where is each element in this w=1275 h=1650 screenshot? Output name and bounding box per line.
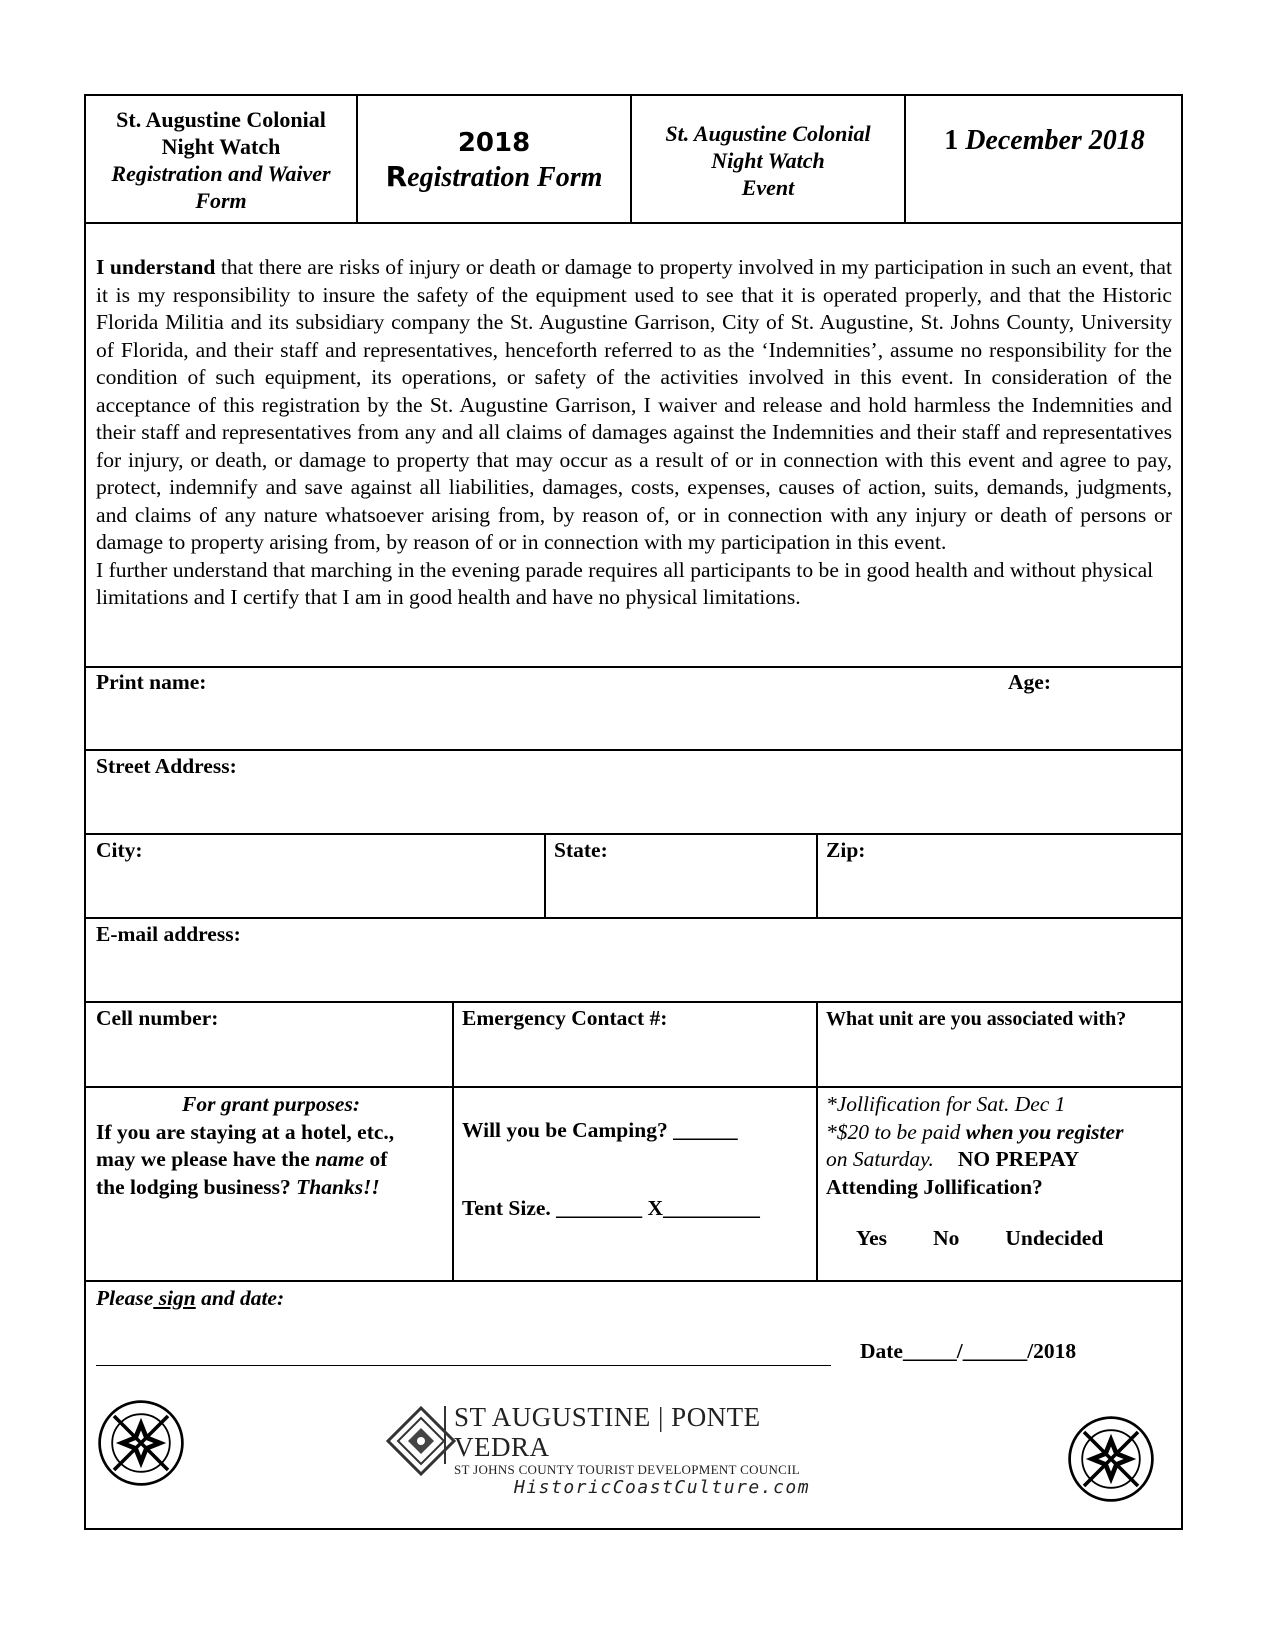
header-title-line2: Night Watch bbox=[161, 134, 281, 159]
logo-url: HistoricCoastCulture.com bbox=[514, 1477, 811, 1498]
jollification-line: *$20 to be paid when you register bbox=[826, 1119, 1124, 1144]
date-field[interactable]: Date_____/______/2018 bbox=[860, 1339, 1077, 1363]
option-undecided[interactable]: Undecided bbox=[1005, 1226, 1104, 1250]
state-label: State: bbox=[554, 838, 608, 862]
signature-line[interactable] bbox=[96, 1339, 831, 1366]
garrison-emblem-left bbox=[96, 1398, 186, 1488]
grant-line: may we please have the name of bbox=[96, 1147, 388, 1171]
tourist-council-logo bbox=[454, 1402, 854, 1499]
grant-line: If you are staying at a hotel, etc., bbox=[96, 1119, 395, 1144]
divider bbox=[816, 1001, 818, 1282]
zip-label: Zip: bbox=[826, 838, 866, 862]
header-title-line1: St. Augustine Colonial bbox=[116, 107, 326, 132]
jollification-line: *Jollification for Sat. Dec 1 bbox=[826, 1092, 1066, 1116]
header-title-line3: Registration and Waiver bbox=[111, 161, 331, 186]
jollification-options bbox=[826, 1225, 1176, 1253]
divider bbox=[816, 833, 818, 917]
registration-form bbox=[84, 94, 1183, 1530]
rule bbox=[86, 833, 1181, 835]
waiver-text bbox=[96, 254, 1172, 612]
waiver-paragraph: I understand that there are risks of injury or death or damage to property involved in my participation in such an event, that it is my responsibility to insure the safety of the equipment used to see that it is operated properly, and that the Historic Florida Militia and its subsidiary company the St. Augustine Garrison, City of St. Augustine, St. Johns County, University of Florida, and their staff and representatives, henceforth referred to as the ‘Indemnities’, assume no responsibility for the condition of such equipment, its operations, or safety of the activities involved in this event. In consideration of the acceptance of this registration by the St. Augustine Garrison, I waiver and release and hold harmless the Indemnities and their staff and representatives from any and all claims of damages against the Indemnities and their staff and representatives for injury, or death, or damage to property that may occur as a result of or in connection with this event and agree to pay, protect, indemnify and save against all liabilities, damages, costs, expenses, causes of action, suits, demands, judgments, and claims of any nature whatsoever arising from, by reason of, or in connection with any injury or death of persons or damage to property arising from, by reason of or in connection with my participation in this event. bbox=[96, 255, 1172, 554]
city-label: City: bbox=[96, 838, 143, 862]
rule bbox=[86, 666, 1181, 668]
grant-line: the lodging business? Thanks!! bbox=[96, 1174, 380, 1199]
option-yes[interactable]: Yes bbox=[856, 1226, 888, 1250]
garrison-emblem-right bbox=[1066, 1414, 1156, 1504]
rule bbox=[86, 1280, 1181, 1282]
jollification-block bbox=[826, 1091, 1176, 1253]
emergency-contact-label: Emergency Contact #: bbox=[462, 1006, 668, 1030]
sign-and-date-label: Please sign and date: bbox=[96, 1286, 285, 1310]
print-name-label: Print name: bbox=[96, 670, 207, 694]
cell-number-label: Cell number: bbox=[96, 1006, 219, 1030]
header-cell-date bbox=[906, 96, 1183, 224]
header-event-date: 1 December 2018 bbox=[944, 125, 1145, 156]
header-event-line2: Night Watch bbox=[711, 147, 825, 173]
header-cell-year bbox=[358, 96, 630, 224]
header-bottom-rule bbox=[86, 222, 1181, 224]
logo-divider bbox=[444, 1406, 446, 1464]
divider bbox=[452, 1001, 454, 1282]
jollification-line: on Saturday. NO PREPAY bbox=[826, 1147, 1080, 1171]
jollification-question: Attending Jollification? bbox=[826, 1174, 1043, 1199]
header-event-line3: Event bbox=[741, 174, 795, 200]
tent-size-field: Tent Size. ________ X_________ bbox=[462, 1196, 760, 1220]
divider bbox=[544, 833, 546, 917]
rule bbox=[86, 917, 1181, 919]
header-year: 2018 bbox=[457, 127, 531, 158]
logo-title: ST AUGUSTINE | PONTE VEDRA bbox=[454, 1402, 761, 1462]
unit-label: What unit are you associated with? bbox=[826, 1008, 1127, 1030]
header-registration-form: Registration Form bbox=[385, 159, 603, 193]
rule bbox=[86, 749, 1181, 751]
grant-heading: For grant purposes: bbox=[181, 1092, 360, 1116]
health-statement: I further understand that marching in the evening parade requires all participants to be in good health and without physical limitations and I certify that I am in good health and have no physical limitations. bbox=[96, 557, 1154, 609]
logo-subtitle: ST JOHNS COUNTY TOURIST DEVELOPMENT COUNCIL bbox=[454, 1462, 800, 1477]
grant-purposes-block bbox=[96, 1091, 446, 1201]
street-address-label: Street Address: bbox=[96, 754, 237, 778]
email-label: E-mail address: bbox=[96, 922, 241, 946]
camping-question: Will you be Camping? ______ bbox=[462, 1118, 738, 1142]
header-cell-form-title bbox=[86, 96, 356, 224]
option-no[interactable]: No bbox=[933, 1226, 960, 1250]
age-label: Age: bbox=[1008, 670, 1051, 694]
rule bbox=[86, 1001, 1181, 1003]
header-cell-event bbox=[632, 96, 904, 224]
header-title-line4: Form bbox=[195, 188, 247, 213]
rule bbox=[86, 1086, 1181, 1088]
header-event-line1: St. Augustine Colonial bbox=[665, 120, 871, 146]
